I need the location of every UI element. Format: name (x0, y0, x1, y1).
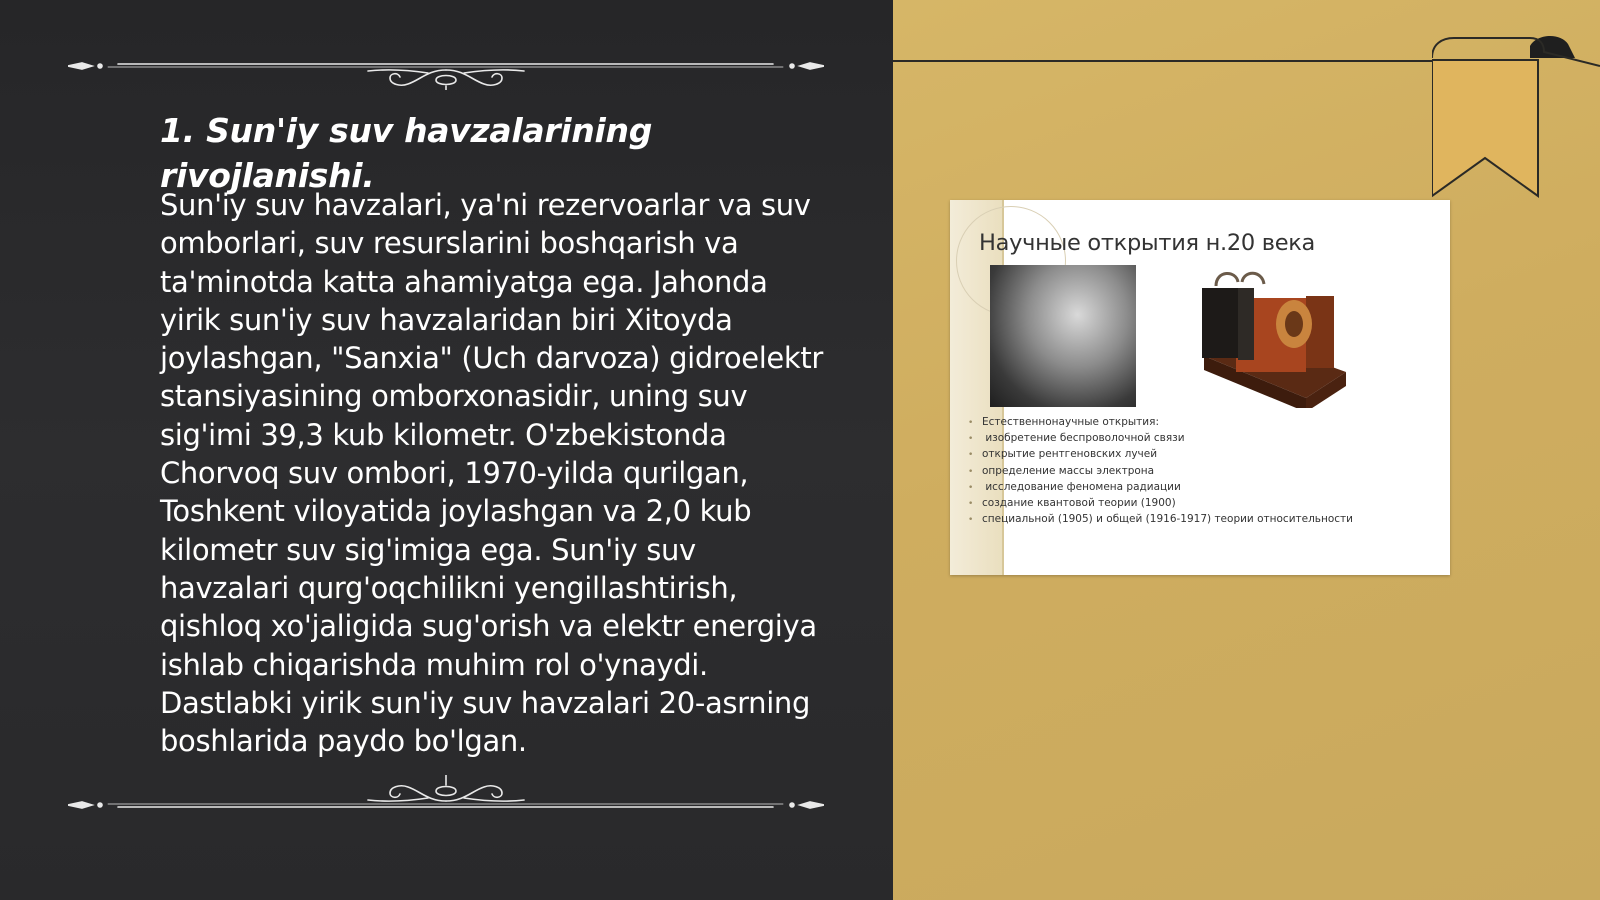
top-ornament-divider (68, 40, 824, 90)
list-item-text: Естественнонаучные открытия: (982, 416, 1159, 428)
list-item: • специальной (1905) и общей (1916-1917) теории относительности (968, 513, 1353, 526)
list-item-text: специальной (1905) и общей (1916-1917) теории относительности (982, 513, 1353, 526)
bottom-ornament-divider (68, 775, 824, 825)
list-item-text: изобретение беспроволочной связи (982, 432, 1185, 445)
slide-title: 1. Sun'iy suv havzalarining rivojlanishi. (160, 111, 653, 195)
list-item: • определение массы электрона (968, 464, 1155, 477)
embedded-slide-title: Научные открытия н.20 века (979, 230, 1316, 256)
list-item: • исследование феномена радиации (968, 480, 1181, 493)
list-item: • открытие рентгеновских лучей (968, 448, 1158, 461)
bookmark-ribbon-icon (1432, 34, 1600, 200)
list-item-text: открытие рентгеновских лучей (982, 448, 1158, 461)
radio-device-photo (1186, 266, 1352, 408)
portrait-photo (990, 265, 1136, 407)
list-item-text: определение массы электрона (982, 464, 1155, 477)
slide-body-text: Sun'iy suv havzalari, ya'ni rezervoarlar va suv omborlari, suv resurslarini boshqarish va ta'minotda katta ahamiyatga ega. Jahonda yirik sun'iy suv havzalaridan biri Xitoyda joylashgan, "Sanxia" (Uch darvoza) gidroelektr stansiyasining omborxonasidir, uning suv sig'imi 39,3 kub kilometr. O'zbekistonda Chorvoq suv ombori, 1970-yilda qurilgan, Toshkent viloyatida joylashgan va 2,0 kub kilometr suv sig'imiga ega. Sun'iy suv havzalari qurg'oqchilikni yengillashtirish, qishloq xo'jaligida sug'orish va elektr energiya ishlab chiqarishda muhim rol o'ynaydi. Dastlabki yirik sun'iy suv havzalari 20-asrning boshlarida paydo bo'lgan. (160, 188, 823, 759)
embedded-slide-image (950, 200, 1450, 575)
embedded-bullet-list (968, 414, 1438, 527)
list-item: • Естественнонаучные открытия: (968, 416, 1159, 428)
list-item: • изобретение беспроволочной связи (968, 432, 1185, 445)
list-item-text: исследование феномена радиации (982, 480, 1181, 493)
horizontal-rule (893, 60, 1438, 62)
list-item-text: создание квантовой теории (1900) (982, 496, 1176, 509)
list-item: • создание квантовой теории (1900) (968, 496, 1176, 509)
